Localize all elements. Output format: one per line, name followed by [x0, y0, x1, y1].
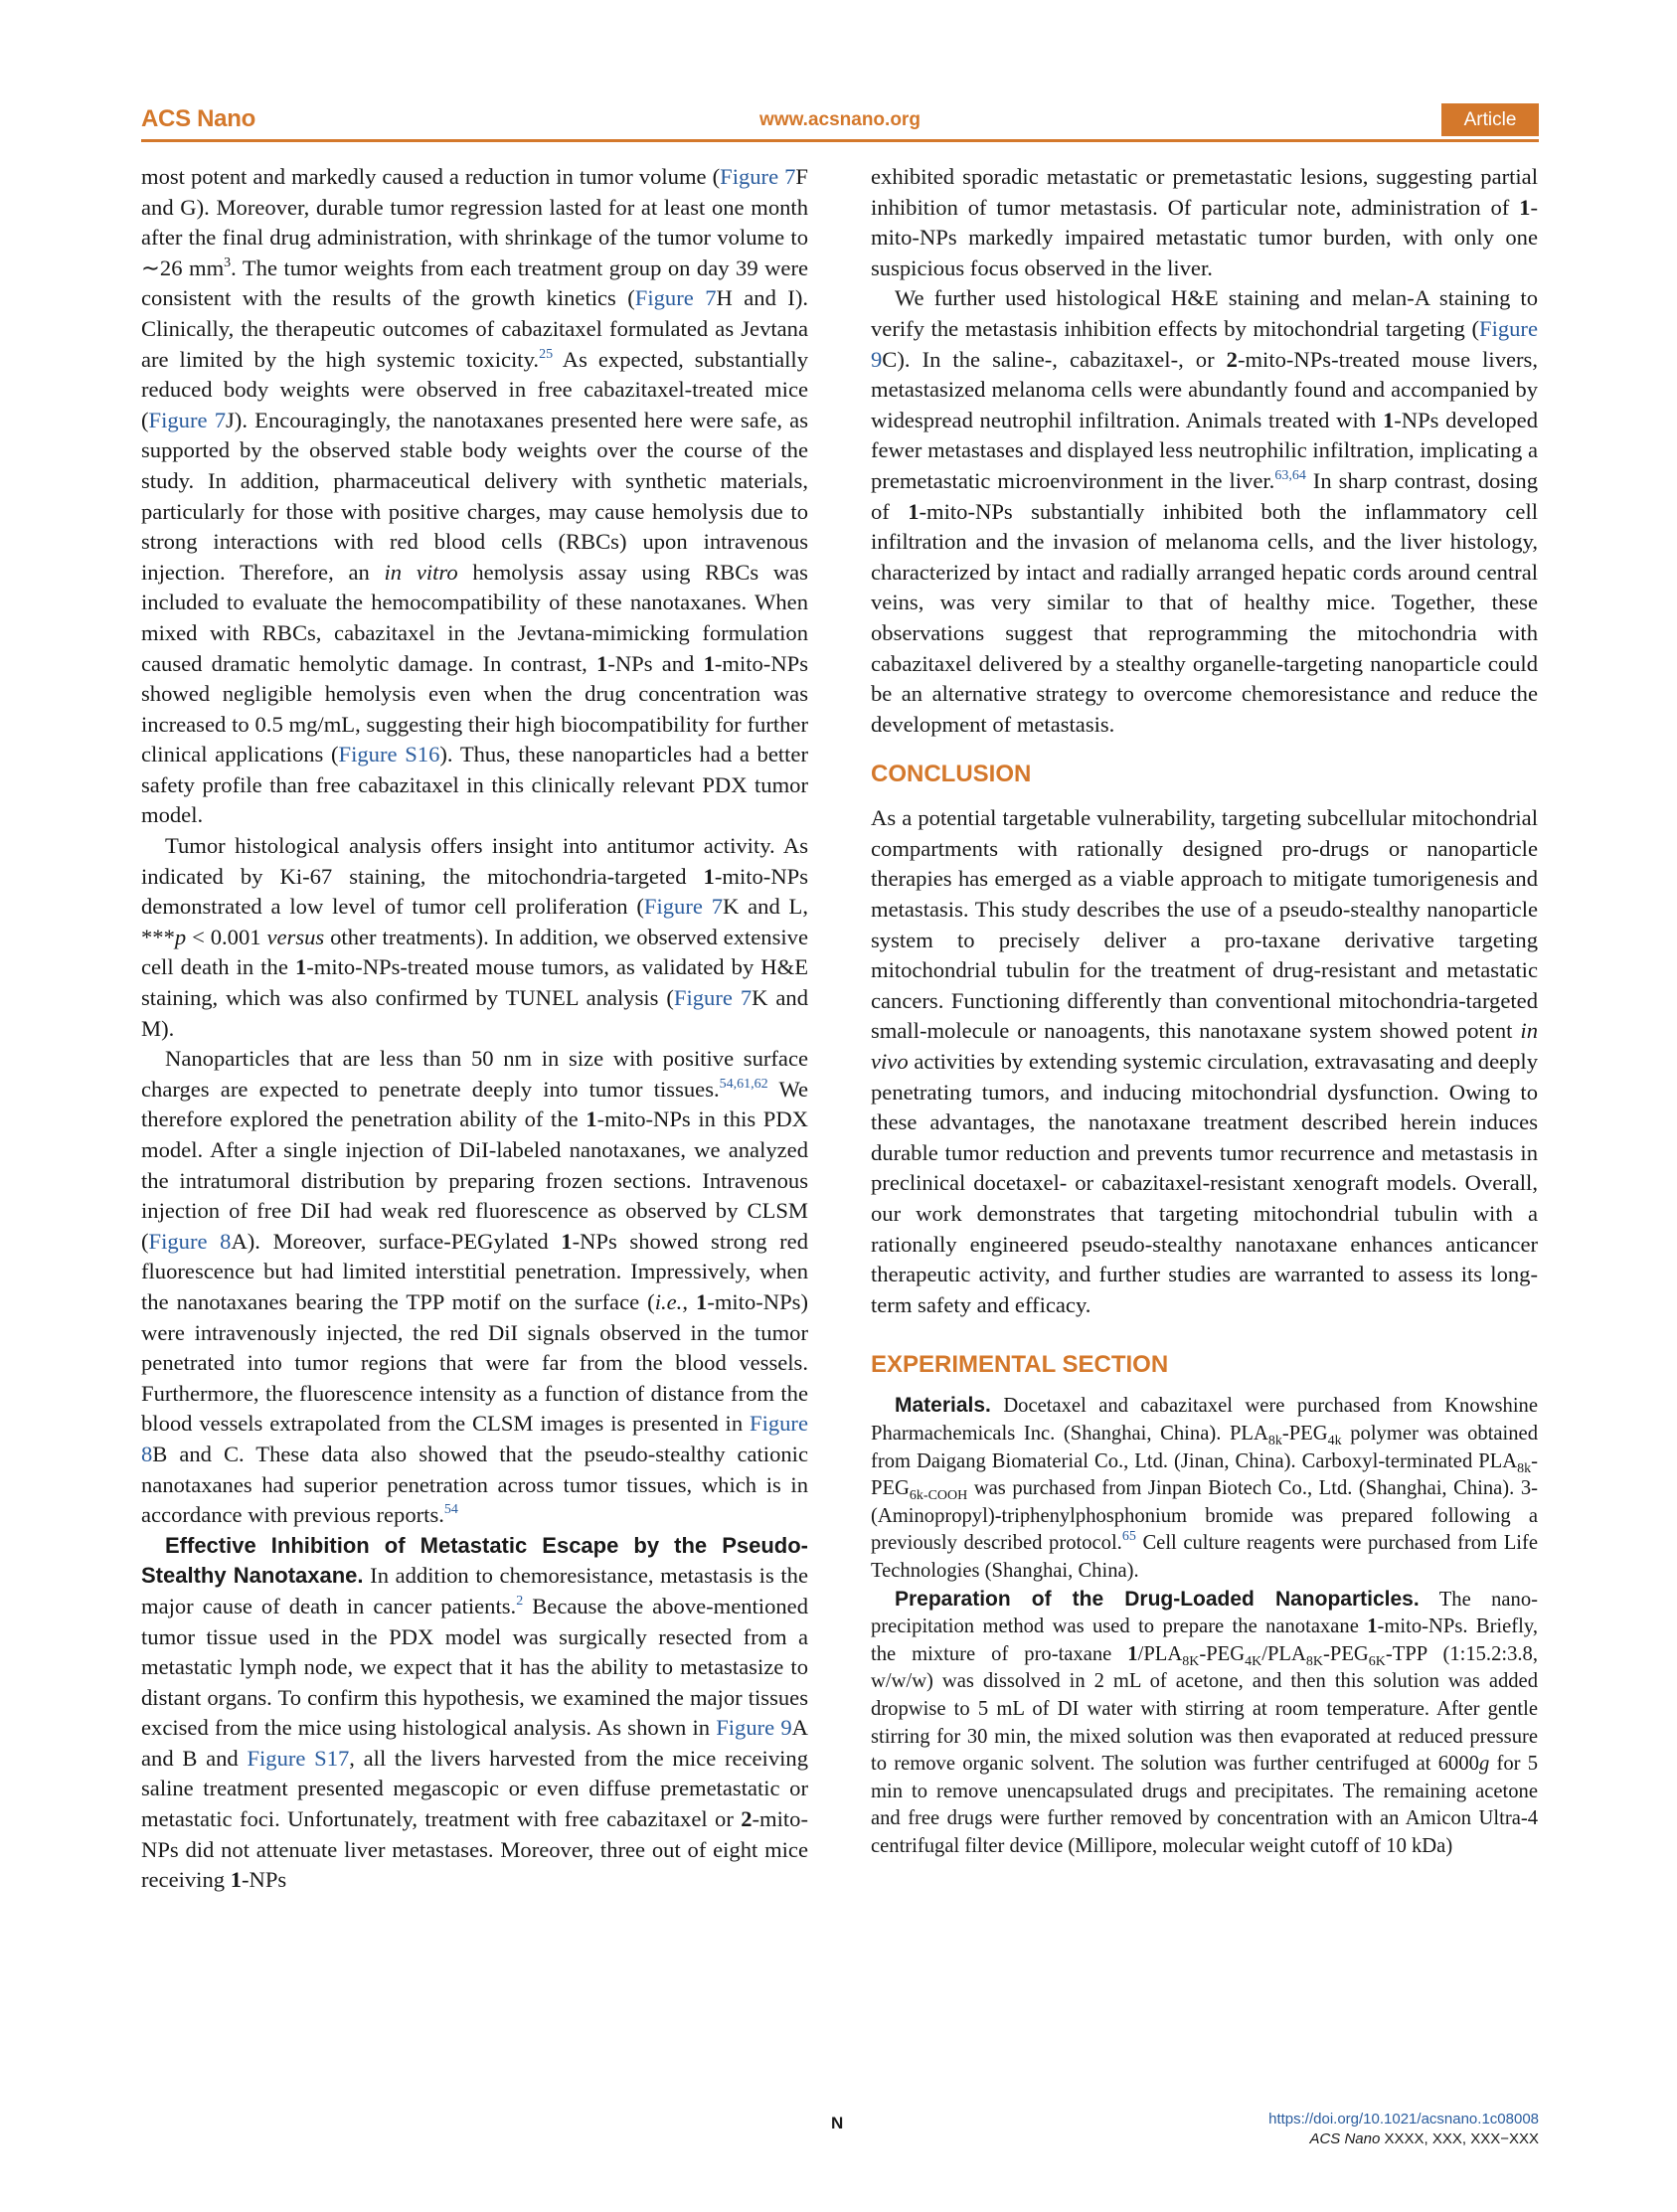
citation-line — [1309, 2130, 1539, 2147]
body-paragraph: most potent and markedly caused a reduction in tumor volume (Figure 7F and G). Moreover, durable tumor regression lasted for at least one month after the final drug administration, with shrinkage of the tumor volume to ∼26 $mm^3$. The tumor weights from each treatment group on day 39 were consistent with the results of the growth kinetics (Figure 7H and I). Clinically, the therapeutic outcomes of cabazitaxel formulated as Jevtana are limited by the high systemic toxicity.$^{25}$ As expected, substantially reduced body weights were observed in free cabazitaxel-treated mice (Figure 7J). Encouragingly, the nanotaxanes presented here were safe, as supported by the observed stable body weights over the course of the study. In addition, pharmaceutical delivery with synthetic materials, particularly for those with positive charges, may cause hemolysis due to strong interactions with red blood cells (RBCs) upon intravenous injection. Therefore, an in vitro hemolysis assay using RBCs was included to evaluate the hemocompatibility of these nanotaxanes. When mixed with RBCs, cabazitaxel in the Jevtana-mimicking formulation caused dramatic hemolytic damage. In contrast, 1-NPs and 1-mito-NPs showed negligible hemolysis even when the drug concentration was increased to 0.5 mg/mL, suggesting their high biocompatibility for further clinical applications (Figure S16). Thus, these nanoparticles had a better safety profile than free cabazitaxel in this clinically relevant PDX tumor model. — [141, 164, 809, 828]
run-in-heading: Effective Inhibition of Metastatic Escape by the Pseudo-Stealthy Nanotaxane. — [141, 1532, 808, 1589]
journal-name: ACS Nano — [141, 105, 255, 132]
compound-number: 1 — [703, 863, 715, 889]
run-in-heading: Materials. — [895, 1394, 991, 1418]
compound-number: 1 — [696, 1288, 708, 1314]
page-number: N — [831, 2114, 844, 2132]
body-paragraph: Nanoparticles that are less than 50 nm in size with positive surface charges are expected to penetrate deeply into tumor tissues.$^{54,61,62}$ We therefore explored the penetration ability of the 1-mito-NPs in this PDX model. After a single injection of DiI-labeled nanotaxanes, we analyzed the intratumoral distribution by preparing frozen sections. Intravenous injection of free DiI had weak red fluorescence as observed by CLSM (Figure 8A). Moreover, surface-PEGylated 1-NPs showed strong red fluorescence but had limited interstitial penetration. Impressively, when the nanotaxanes bearing the TPP motif on the surface (i.e., 1-mito-NPs) were intravenously injected, the red DiI signals observed in the tumor penetrated into tumor regions that were far from the blood vessels. Furthermore, the fluorescence intensity as a function of distance from the blood vessels extrapolated from the CLSM images is presented in Figure 8B and C. These data also showed that the pseudo-stealthy cationic nanotaxanes had superior penetration across tumor tissues, which is in accordance with previous reports.$^{54}$ — [141, 1046, 809, 1528]
compound-number: 1 — [230, 1867, 242, 1893]
reference-citation-link[interactable]: 54,61,62 — [719, 1076, 768, 1092]
left-column-body — [141, 162, 808, 1896]
figure-link[interactable]: Figure 7 — [643, 894, 723, 920]
italic-term: in vivo — [871, 1018, 1538, 1075]
subscript: 4K — [1245, 1653, 1262, 1669]
reference-citation-link[interactable]: 65 — [1121, 1529, 1136, 1545]
subscript: 8K — [1182, 1653, 1200, 1669]
figure-link[interactable]: Figure 7 — [634, 285, 717, 311]
body-paragraph: Effective Inhibition of Metastatic Escape by the Pseudo-Stealthy Nanotaxane. In addition to chemoresistance, metastasis is the major cause of death in cancer patients.$^2$ Because the above-mentioned tumor tissue used in the PDX model was surgically resected from a metastatic lymph node, we expect that it has the ability to metastasize to distant organs. To confirm this hypothesis, we examined the major tissues excised from the mice using histological analysis. As shown in Figure 9A and B and Figure S17, all the livers harvested from the mice receiving saline treatment presented megascopic or even diffuse premetastatic or metastatic foci. Unfortunately, treatment with free cabazitaxel or 2-mito-NPs did not attenuate liver metastases. Moreover, three out of eight mice receiving 1-NPs — [141, 1532, 809, 1893]
compound-number: 1 — [1127, 1642, 1138, 1665]
compound-number: 2 — [1226, 346, 1238, 372]
compound-number: 1 — [1382, 407, 1395, 432]
compound-number: 1 — [294, 954, 307, 980]
figure-link[interactable]: Figure 7 — [673, 985, 753, 1011]
compound-number: 1 — [703, 650, 715, 676]
figure-link[interactable]: Figure S17 — [247, 1745, 350, 1771]
subscript: 8k — [1517, 1460, 1532, 1476]
reference-citation-link[interactable]: 25 — [539, 346, 554, 362]
subscript: 8k — [1267, 1433, 1282, 1448]
citation-journal: ACS Nano — [1309, 2130, 1381, 2147]
left-column — [141, 162, 808, 1896]
running-header — [141, 105, 1539, 142]
figure-link[interactable]: Figure 7 — [720, 164, 796, 189]
citation-volume-pages: XXXX, XXX, XXX−XXX — [1380, 2130, 1539, 2147]
body-paragraph: Preparation of the Drug-Loaded Nanoparticles. The nano-precipitation method was used to prepare the nanotaxane 1-mito-NPs. Briefly, the mixture of pro-taxane $1/PLA_{8K}-PEG_{4K}/PLA_{8K}-PEG_{6K}$-TPP (1:15.2:3.8, w/w/w) was dissolved in 2 mL of acetone, and then this solution was added dropwise to 5 mL of DI water with stirring at room temperature. After gentle stirring for 30 min, the mixed solution was then evaporated at reduced pressure to remove organic solvent. The solution was further centrifuged at 6000g for 5 min to remove unencapsulated drugs and precipitates. The remaining acetone and free drugs were further removed by concentration with an Amicon Ultra-4 centrifugal filter device (Millipore, molecular weight cutoff of 10 kDa) — [871, 1587, 1538, 1857]
right-column — [871, 162, 1538, 1860]
compound-number: 1 — [1519, 194, 1531, 220]
journal-website-link[interactable]: www.acsnano.org — [759, 109, 921, 130]
italic-term: in vitro — [384, 559, 458, 585]
italic-term: versus — [266, 924, 325, 949]
figure-link[interactable]: Figure 8 — [148, 1228, 232, 1254]
body-paragraph: Tumor histological analysis offers insight into antitumor activity. As indicated by Ki-67 staining, the mitochondria-targeted 1-mito-NPs demonstrated a low level of tumor cell proliferation (Figure 7K and L, ***p < 0.001 versus other treatments). In addition, we observed extensive cell death in the 1-mito-NPs-treated mouse tumors, as validated by H&E staining, which was also confirmed by TUNEL analysis (Figure 7K and M). — [141, 833, 809, 1041]
subscript: 6K — [1368, 1653, 1386, 1669]
subscript: 8K — [1305, 1653, 1324, 1669]
italic-term: p — [174, 924, 187, 949]
run-in-heading: Preparation of the Drug-Loaded Nanoparticles. — [895, 1587, 1420, 1611]
compound-number: 1 — [561, 1228, 573, 1254]
experimental-section-heading: EXPERIMENTAL SECTION — [871, 1351, 1169, 1379]
subscript: 6k-COOH — [909, 1488, 968, 1504]
doi-link[interactable]: https://doi.org/10.1021/acsnano.1c08008 — [1268, 2111, 1539, 2127]
italic-term: i.e. — [654, 1288, 683, 1314]
figure-link[interactable]: Figure 7 — [148, 407, 226, 432]
article-type-badge: Article — [1441, 103, 1539, 136]
body-paragraph: We further used histological H&E staining and melan-A staining to verify the metastasis inhibition effects by mitochondrial targeting (Figure 9C). In the saline-, cabazitaxel-, or 2-mito-NPs-treated mouse livers, metastasized melanoma cells were abundantly found and accompanied by widespread neutrophil infiltration. Animals treated with 1-NPs developed fewer metastases and displayed less neutrophilic infiltration, implicating a premetastatic microenvironment in the liver.$^{63,64}$ In sharp contrast, dosing of 1-mito-NPs substantially inhibited both the inflammatory cell infiltration and the invasion of melanoma cells, and the liver histology, characterized by intact and radially arranged hepatic cords around central veins, was very similar to that of healthy mice. Together, these observations suggest that reprogramming the mitochondria with cabazitaxel delivered by a stealthy organelle-targeting nanoparticle could be an alternative strategy to overcome chemoresistance and reduce the development of metastasis. — [871, 285, 1538, 737]
reference-citation-link[interactable]: 54 — [443, 1502, 458, 1518]
compound-number: 1 — [908, 498, 920, 524]
reference-citation-link[interactable]: 2 — [516, 1593, 524, 1609]
reference-citation-link[interactable]: 63,64 — [1274, 467, 1306, 483]
body-paragraph: Materials. Docetaxel and cabazitaxel were purchased from Knowshine Pharmachemicals Inc. (Shanghai, China). $PLA_{8k}-PEG_{4k}$ polymer was obtained from Daigang Biomaterial Co., Ltd. (Jinan, China). Carboxyl-terminated $PLA_{8k}-PEG_{6k-COOH}$ was purchased from Jinpan Biotech Co., Ltd. (Shanghai, China). 3-(Aminopropyl)-triphenylphosphonium bromide was prepared following a previously described protocol.$^{65}$ Cell culture reagents were purchased from Life Technologies (Shanghai, China). — [871, 1394, 1539, 1582]
italic-term: g — [1478, 1753, 1490, 1776]
subscript: 4k — [1327, 1433, 1342, 1448]
compound-number: 1 — [1367, 1616, 1378, 1638]
conclusion-heading: CONCLUSION — [871, 761, 1032, 788]
figure-link[interactable]: Figure 8 — [141, 1411, 808, 1466]
figure-link[interactable]: Figure S16 — [338, 742, 440, 767]
experimental-section-body — [871, 1392, 1538, 1860]
figure-link[interactable]: Figure 9 — [871, 315, 1538, 372]
body-paragraph: exhibited sporadic metastatic or premetastatic lesions, suggesting partial inhibition of tumor metastasis. Of particular note, administration of 1-mito-NPs markedly impaired metastatic tumor burden, with only one suspicious focus observed in the liver. — [871, 164, 1538, 280]
compound-number: 2 — [741, 1806, 753, 1832]
compound-number: 1 — [586, 1106, 597, 1132]
figure-link[interactable]: Figure 9 — [716, 1715, 792, 1741]
superscript: 3 — [224, 255, 232, 270]
right-column-body — [871, 162, 1538, 740]
compound-number: 1 — [596, 650, 608, 676]
conclusion-paragraph: As a potential targetable vulnerability, targeting subcellular mitochondrial compartments with rationally designed pro-drugs or nanoparticle therapies has emerged as a viable approach to mitigate tumorigenesis and metastasis. This study describes the use of a pseudo-stealthy nanoparticle system to precisely deliver a pro-taxane derivative targeting mitochondrial tubulin for the treatment of drug-resistant and metastatic cancers. Functioning differently than conventional mitochondria-targeted small-molecule or nanoagents, this nanotaxane system showed potent in vivo activities by extending systemic circulation, extravasating and deeply penetrating tumors, and inducing mitochondrial dysfunction. Owing to these advantages, the nanotaxane treatment described herein induces durable tumor reduction and prevents tumor recurrence and metastasis in preclinical docetaxel- or cabazitaxel-resistant xenograft models. Overall, our work demonstrates that targeting mitochondrial tubulin with a rationally engineered pseudo-stealthy nanotaxane enhances anticancer therapeutic activity, and further studies are warranted to assess its long-term safety and efficacy. — [871, 805, 1538, 1317]
